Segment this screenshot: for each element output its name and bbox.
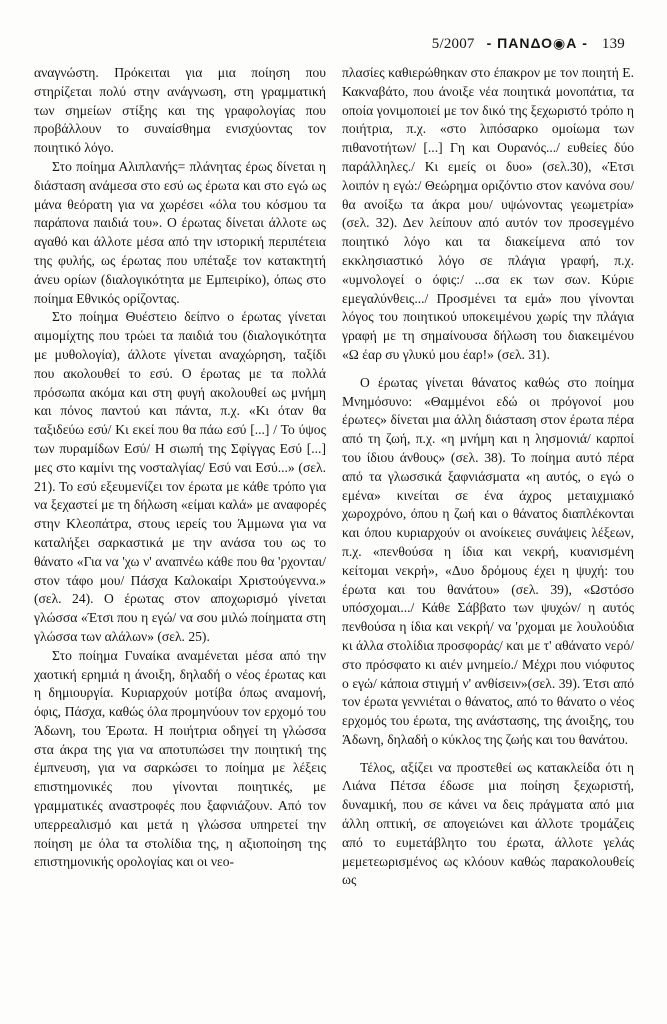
running-header <box>432 35 625 53</box>
issue-number: 5/2007 <box>431 36 475 52</box>
page-number: 139 <box>601 36 625 52</box>
left-text-column <box>34 64 326 872</box>
right-text-column <box>342 64 634 890</box>
paragraph: αναγνώστη. Πρόκειται για μια ποίηση που στηρίζεται πολύ στην ανάγνωση, στη γραμματική των σημείων στίξης και της γραφολογίας που προβάλλουν το συναίσθημα ενισχύοντας τον ποιητικό λόγο. <box>34 65 326 156</box>
magazine-name: - ΠΑΝΔΟ◉Α - <box>486 35 588 51</box>
paragraph: Ο έρωτας γίνεται θάνατος καθώς στο ποίημα Μνημόσυνο: «Θαμμένοι εδώ οι πρόγονοί μου έρωτες» δίνεται μια άλλη διάσταση στον έρωτα πέρα από τη ζωή, π.χ. «η μνήμη και η λησμονιά/ καρποί του ίδιου άνθους» (σελ. 38). Το ποίημα αυτό πέρα από τα γλωσσικά ξαφνιάσματα «η αυτός, ο εγώ ο εμένα» κινείται σε ένα άχρος μεταιχμιακό χωροχρόνο, όπου η ζωή και ο θάνατος διαπλέκονται και όπου κυριαρχούν οι ανοίκειες συνάψεις λέξεων, π.χ. «πενθούσα η ίδια και νεκρή, κυανισμένη κείτομαι νεκρή», «Δυο δρόμους έχει η ψυχή: του έρωτα και του θανάτου» (σελ. 39), «Ωστόσο υπόσχομαι.../ Κάθε Σάββατο των ψυχών/ η αυτός πενθούσα η ίδια και νεκρή/ να 'ρχομαι με λουλούδια κι άλλα στολίδια προσφοράς/ και με τ' αθάνατο νερό/ στο πρόσφατο κι αιέν μνημείο./ Μέχρι που νιόφυτος ο εγώ/ κάποια στιγμή ν' ανθίσειν»(σελ. 39). Έτσι από τον έρωτα γεννιέται ο θάνατος, από το θάνατο ο νέος ερχομός του έρωτα, της ανάστασης, της άνοιξης, του Άδωνη, δηλαδή ο κύκλος της ζωής και του θανάτου. <box>342 374 634 747</box>
paragraph: Στο ποίημα Γυναίκα αναμένεται μέσα από την χαοτική ερημιά η άνοιξη, δηλαδή ο νέος έρωτας και η δημιουργία. Κυριαρχούν μοτίβα όπως αναμονή, όφις, Πάσχα, καθώς όλα προμηνύουν τον ερχομό του Άδωνη, του Έρωτα. Η ποιήτρια οδηγεί τη γλώσσα στα άκρα της για να αποτυπώσει την ποιητική της έμπνευση, για να σαρκώσει το ποίημα με λέξεις επιστημονικές που γίνονται ποιητικές, με γραμματικές αναστροφές που ξαφνιάζουν. Από τον υπερρεαλισμό και μετά η γλώσσα υπηρετεί την ποίηση με όλα τα στολίδια της, η αξιοποίηση της επιστημονικής ορολογίας και οι νεο- <box>34 647 326 870</box>
paragraph: Στο ποίημα Θυέστειο δείπνο ο έρωτας γίνεται αιμομίχτης που τρώει τα παιδιά του (διαλογικότητα με μυθολογία), άλλοτε γίνεται αναχώρηση, ταξίδι που ακολουθεί το εσύ. Ο έρωτας με τα πολλά πρόσωπα ακόμα και στη φυγή ακολουθεί ως μνήμη και πόνος παντού και πάντα, π.χ. «Κι όταν θα ταξιδεύω εσύ/ Κι εκεί που θα πάω εσύ [...] / Το ύψος των πυραμίδων Εσύ/ Η σιωπή της Σφίγγας Εσύ [...] μες στο καμίνι της νοσταλγίας/ Εσύ ναι Εσύ...» (σελ. 21). Το εσύ εξευμενίζει τον έρωτα με κάθε τρόπο για να ξεχαστεί με τη δήλωση «είμαι καλά» με αναφορές στην Κλεοπάτρα, στους ιερείς του Άμμωνα για να καταλήξει σαρκαστικά με την ανάσα του ως το θάνατο «Για να 'χω ν' αναπνέω κάθε που θα 'ρχονται/ στον τάφο μου/ Πάσχα Καλοκαίρι Χριστούγεννα.» (σελ. 24). Ο έρωτας στον αποχωρισμό γίνεται γλώσσα «Έτσι που η εγώ/ να σου μιλώ ποίηματα στη γλώσσα των αλάλων» (σελ. 25). <box>34 309 326 644</box>
paragraph: Στο ποίημα Αλιπλανής= πλάνητας έρως δίνεται η διάσταση ανάμεσα στο εσύ ως έρωτα και στο εγώ ως μάνα θεόρατη για να χωρέσει «όλα του κόσμου τα παράπονα παιδιά του». Ο έρωτας δίνεται άλλοτε ως αγαθό και άλλοτε μέσα από την ιστορική περιπέτεια της φυλής, ως έρωτας που υπέταξε τον κατακτητή άνευ ορίων (διαλογικότητα με Εμπειρίκο), όπως στο ποίημα Εθνικός ορίζοντας. <box>34 158 326 306</box>
paragraph: πλασίες καθιερώθηκαν στο έπακρον με τον ποιητή Ε. Κακναβάτο, που άνοιξε νέα ποιητικά μονοπάτια, τα οποία γονιμοποιεί με τον δικό της ξεχωριστό τρόπο η ποιήτρια, π.χ. «στο λιπόσαρκο ομοίωμα των πιθανοτήτων/ [...] Γη και Ουρανός.../ ευθείες δύο παράλληλες./ Κι εμείς οι δυο» (σελ.30), «Έτσι λοιπόν η εγώ:/ Θεώρημα οριζόντιο στον κανόνα σου/ θα ανοίξω τα άκρα μου/ υψώνοντας γεωμετρία» (σελ. 32). Δεν λείπουν από αυτόν τον προσεγμένο ποιητικό λόγο και τα διακείμενα από τον εκκλησιαστικό λόγο σε πλάγια γραφή, π.χ. «υμνολογεί ο όφις:/ ...σα εκ των σων. Κύριε εμεγαλύνθεις.../ Προσμένει τα εμά» που γίνονται λόγος του ποιητικού υποκειμένου χωρίς την πλάγια γραφή με τη σημαίνουσα δήλωση του διακειμένου «Ω έαρ συ γλυκύ μου έαρ!» (σελ. 31). <box>342 65 634 362</box>
paragraph: Τέλος, αξίζει να προστεθεί ως κατακλείδα ότι η Λιάνα Πέτσα έδωσε μια ποίηση ξεχωριστή, δυναμική, που σε κάνει να δεις πράγματα από μια άλλη οπτική, σε απογειώνει και άλλοτε τρομάζεις από το ευμετάβλητο του έρωτα, άλλοτε γελάς μεμετεωρισμένος ως κλόουν καθώς παρακολουθείς ως <box>342 759 634 888</box>
